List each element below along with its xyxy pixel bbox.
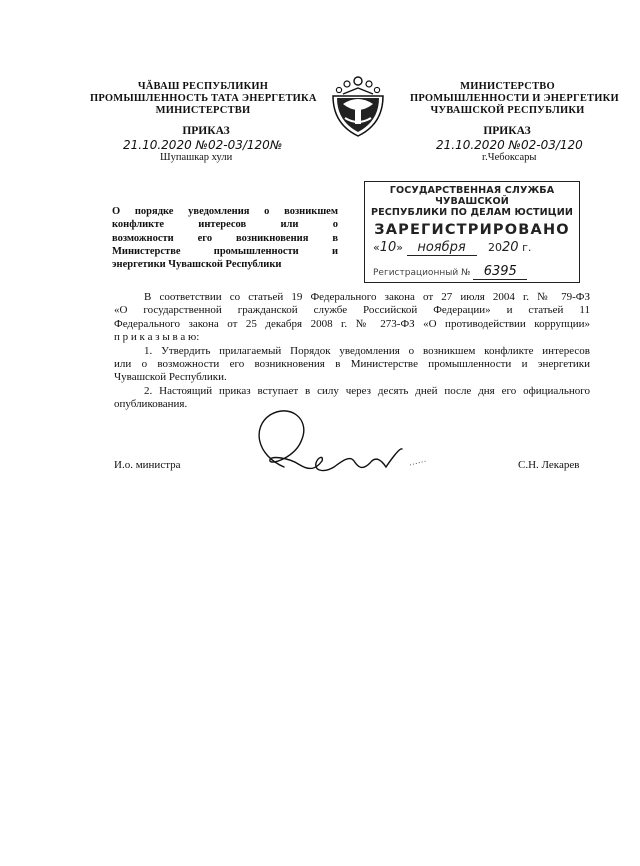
subject-line: возможности его возникновения в (112, 232, 338, 244)
stamp-line1: ГОСУДАРСТВЕННАЯ СЛУЖБА ЧУВАШСКОЙ (389, 185, 555, 207)
header-left-line1: ЧĂВАШ РЕСПУБЛИКИН (137, 81, 269, 92)
document-subject (112, 205, 338, 271)
stamp-date-row (373, 240, 571, 258)
body-line: п р и к а з ы в а ю: (114, 331, 200, 344)
body-line: В соответствии со статьей 19 Федерального закона от 27 июля 2004 г. № 79-ФЗ (144, 291, 590, 303)
signatory-name: С.Н. Лекарев (518, 459, 580, 471)
stamp-reg-label: Регистрационный № (373, 268, 471, 278)
stamp-year-prefix: 20 (488, 241, 503, 254)
body-line: Федерального закона от 25 декабря 2008 г. № 273-ФЗ «О противодействии коррупции» (114, 317, 590, 330)
header-left (90, 81, 316, 117)
stamp-day-close: » (396, 241, 404, 254)
header-right-line1: МИНИСТЕРСТВО (460, 81, 555, 92)
order-body (114, 291, 590, 412)
subject-line: конфликте интересов или о (112, 219, 338, 231)
stamp-reg-number: 6395 (473, 264, 527, 280)
stamp-month: ноября (407, 240, 477, 256)
stamp-status: ЗАРЕГИСТРИРОВАНО (374, 222, 570, 238)
body-line: «О государственной гражданской службе Российской Федерации» и статьей 11 (114, 304, 590, 317)
header-left-line2: ПРОМЫШЛЕННОСТЬ ТАТА ЭНЕРГЕТИКА (90, 93, 317, 104)
stamp-day: 10 (379, 240, 397, 255)
stamp-day-open: « (373, 241, 380, 254)
header-left-line3: МИНИСТЕРСТВИ (155, 105, 251, 116)
order-label-right: ПРИКАЗ (483, 125, 531, 137)
stamp-year-suffix: г. (522, 241, 532, 254)
body-line: Чувашской Республики. (114, 371, 227, 384)
emblem (327, 72, 389, 138)
city-left: Шупашкар хули (160, 152, 233, 163)
order-label-left: ПРИКАЗ (182, 125, 230, 137)
signatory-position: И.о. министра (114, 459, 181, 471)
subject-line: энергетики Чувашской Республики (112, 259, 282, 271)
handwritten-signature (250, 405, 450, 485)
stamp-line2: РЕСПУБЛИКИ ПО ДЕЛАМ ЮСТИЦИИ (370, 207, 573, 218)
body-line: 1. Утвердить прилагаемый Порядок уведомления о возникшем конфликте интересов (144, 344, 590, 357)
header-right-line3: ЧУВАШСКОЙ РЕСПУБЛИКИ (430, 105, 585, 116)
subject-line: О порядке уведомления о возникшем (112, 206, 338, 217)
registration-stamp (364, 181, 580, 283)
header-right-line2: ПРОМЫШЛЕННОСТИ И ЭНЕРГЕТИКИ (410, 93, 619, 104)
city-right: г.Чебоксары (482, 152, 537, 163)
body-line: опубликования. (114, 398, 188, 411)
header-right (410, 81, 619, 117)
subject-line: Министерстве промышленности и (112, 245, 338, 257)
order-number-right: 21.10.2020 №02-03/120 (436, 138, 583, 152)
body-line: 2. Настоящий приказ вступает в силу через десять дней после дня его официального (144, 384, 590, 397)
order-number-left: 21.10.2020 №02-03/120№ (123, 138, 283, 152)
coat-of-arms-chuvashia-icon (327, 72, 389, 138)
body-line: или о возможности его возникновения в Министерстве промышленности и энергетики (114, 358, 590, 371)
stamp-reg-row (373, 264, 571, 280)
stamp-year: 20 (502, 240, 519, 255)
